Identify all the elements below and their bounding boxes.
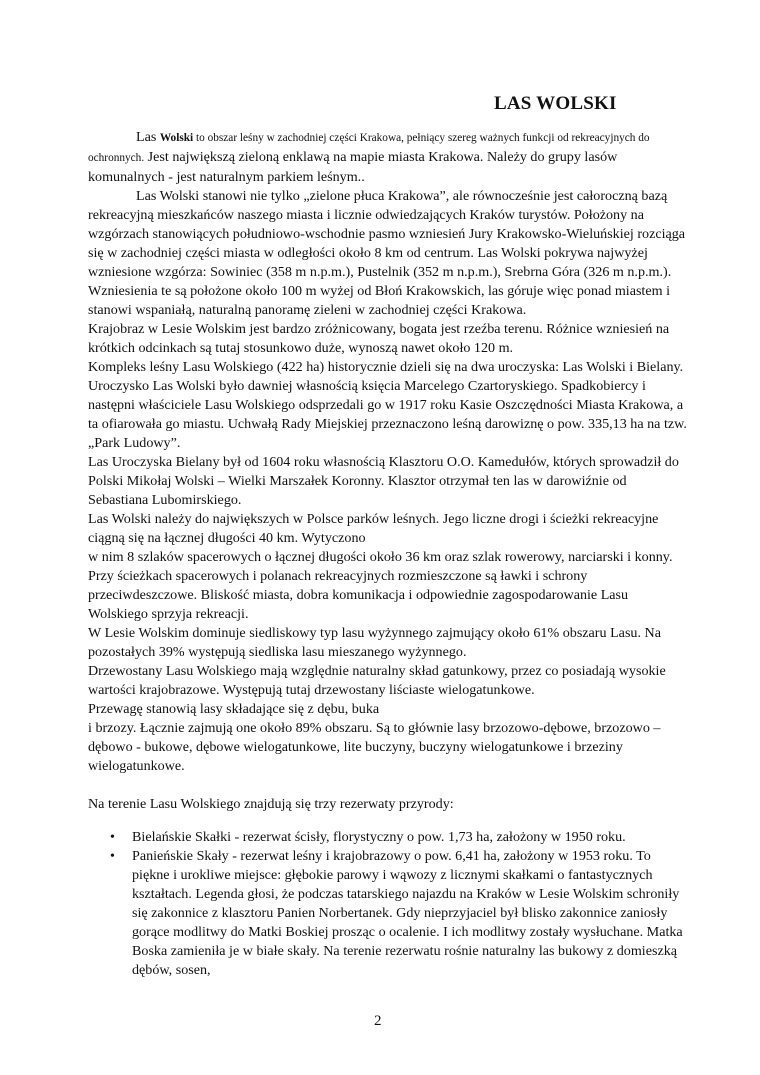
paragraph: Drzewostany Lasu Wolskiego mają względnie naturalny skład gatunkowy, przez co posiadają wysokie wartości krajobrazowe. Występują tutaj drzewostany liściaste wielogatunkowe.: [88, 663, 666, 698]
reserves-intro: Na terenie Lasu Wolskiego znajdują się trzy rezerwaty przyrody:: [88, 796, 454, 812]
list-item: • Panieńskie Skały - rezerwat leśny i krajobrazowy o pow. 6,41 ha, założony w 1953 roku. To piękne i urokliwe miejsce: głębokie parowy i wąwozy z licznymi skałkami o fantastycznych kształtach. Legenda głosi, że podczas tatarskiego najazdu na Kraków w Lesie Wolskim schroniły się zakonnice z klasztoru Panien Norbertanek. Gdy nieprzyjaciel był blisko zakonnice zaniosły gorące modlitwy do Matki Boskiej prosząc o ocalenie. I ich modlitwy zostały wysłuchane. Matka Boska zamieniła je w białe skały. Na terenie rezerwatu rośnie naturalny las bukowy z domieszką dębów, sosen,: [88, 847, 688, 980]
reserves-list: [88, 828, 688, 980]
list-item: • Bielańskie Skałki - rezerwat ścisły, florystyczny o pow. 1,73 ha, założony w 1950 roku.: [88, 828, 688, 847]
body-text: [88, 128, 688, 980]
intro-start: Las: [136, 129, 160, 145]
paragraph: Kompleks leśny Lasu Wolskiego (422 ha) historycznie dzieli się na dwa uroczyska: Las Wolski i Bielany. Uroczysko Las Wolski było dawniej własnością księcia Marcelego Czartoryskiego. Spadkobiercy i następni właściciele Lasu Wolskiego odsprzedali go w 1917 roku Kasie Oszczędności Miasta Krakowa, a ta ofiarowała go miastu. Uchwałą Rady Miejskiej przeznaczono leśną darowiznę o pow. 335,13 ha na tzw. „Park Ludowy”.: [88, 359, 687, 451]
intro-small-text: to obszar leśny w zachodniej części Krakowa, pełniący szereg ważnych funkcji od rekreacyjnych do ochronnych.: [88, 132, 650, 164]
paragraph: i brzozy. Łącznie zajmują one około 89% obszaru. Są to głównie lasy brzozowo-dębowe, brzozowo – dębowo - bukowe, dębowe wielogatunkowe, lite buczyny, buczyny wielogatunkowe i brzeziny wielogatunkowe.: [88, 720, 661, 774]
intro-rest: Jest największą zieloną enklawą na mapie miasta Krakowa. Należy do grupy lasów komunalnych - jest naturalnym parkiem leśnym..: [88, 149, 618, 185]
paragraph: Przewagę stanowią lasy składające się z dębu, buka: [88, 701, 380, 717]
paragraph: w nim 8 szlaków spacerowych o łącznej długości około 36 km oraz szlak rowerowy, narciarski i konny. Przy ścieżkach spacerowych i polanach rekreacyjnych rozmieszczone są ławki i schrony przeciwdeszczowe. Bliskość miasta, dobra komunikacja i odpowiednie zagospodarowanie Lasu Wolskiego sprzyja rekreacji.: [88, 549, 673, 622]
intro-bold: Wolski: [159, 132, 194, 144]
paragraph: Las Wolski należy do największych w Polsce parków leśnych. Jego liczne drogi i ścieżki rekreacyjne ciągną się na łącznej długości 40 km. Wytyczono: [88, 511, 659, 546]
page-title: LAS WOLSKI: [494, 93, 617, 114]
paragraph: W Lesie Wolskim dominuje siedliskowy typ lasu wyżynnego zajmujący około 61% obszaru Lasu. Na pozostałych 39% występują siedliska lasu mieszanego wyżynnego.: [88, 625, 661, 660]
paragraph: Las Wolski stanowi nie tylko „zielone płuca Krakowa”, ale równocześnie jest całoroczną bazą rekreacyjną mieszkańców naszego miasta i licznie odwiedzających Kraków turystów. Położony na wzgórzach stanowiących południowo-wschodnie pasmo wzniesień Jury Krakowsko-Wieluńskiej rozciąga się w zachodniej części miasta w odległości około 8 km od centrum. Las Wolski pokrywa najwyżej wzniesione wzgórza: Sowiniec (358 m n.p.m.), Pustelnik (352 m n.p.m.), Srebrna Góra (326 m n.p.m.). Wzniesienia te są położone około 100 m wyżej od Błoń Krakowskich, las góruje więc ponad miastem i stanowi wspaniałą, naturalną panoramę zieleni w zachodniej części Krakowa.: [88, 188, 686, 318]
intro-paragraph: [88, 128, 688, 187]
spacer: [88, 776, 688, 795]
paragraph: Las Uroczyska Bielany był od 1604 roku własnością Klasztoru O.O. Kamedułów, których sprowadził do Polski Mikołaj Wolski – Wielki Marszałek Koronny. Klasztor otrzymał ten las w darowiźnie od Sebastiana Lubomirskiego.: [88, 454, 679, 508]
paragraph: Krajobraz w Lesie Wolskim jest bardzo zróżnicowany, bogata jest rzeźba terenu. Różnice wzniesień na krótkich odcinkach są tutaj stosunkowo duże, wynoszą nawet około 120 m.: [88, 321, 670, 356]
page-number: 2: [374, 1013, 382, 1029]
